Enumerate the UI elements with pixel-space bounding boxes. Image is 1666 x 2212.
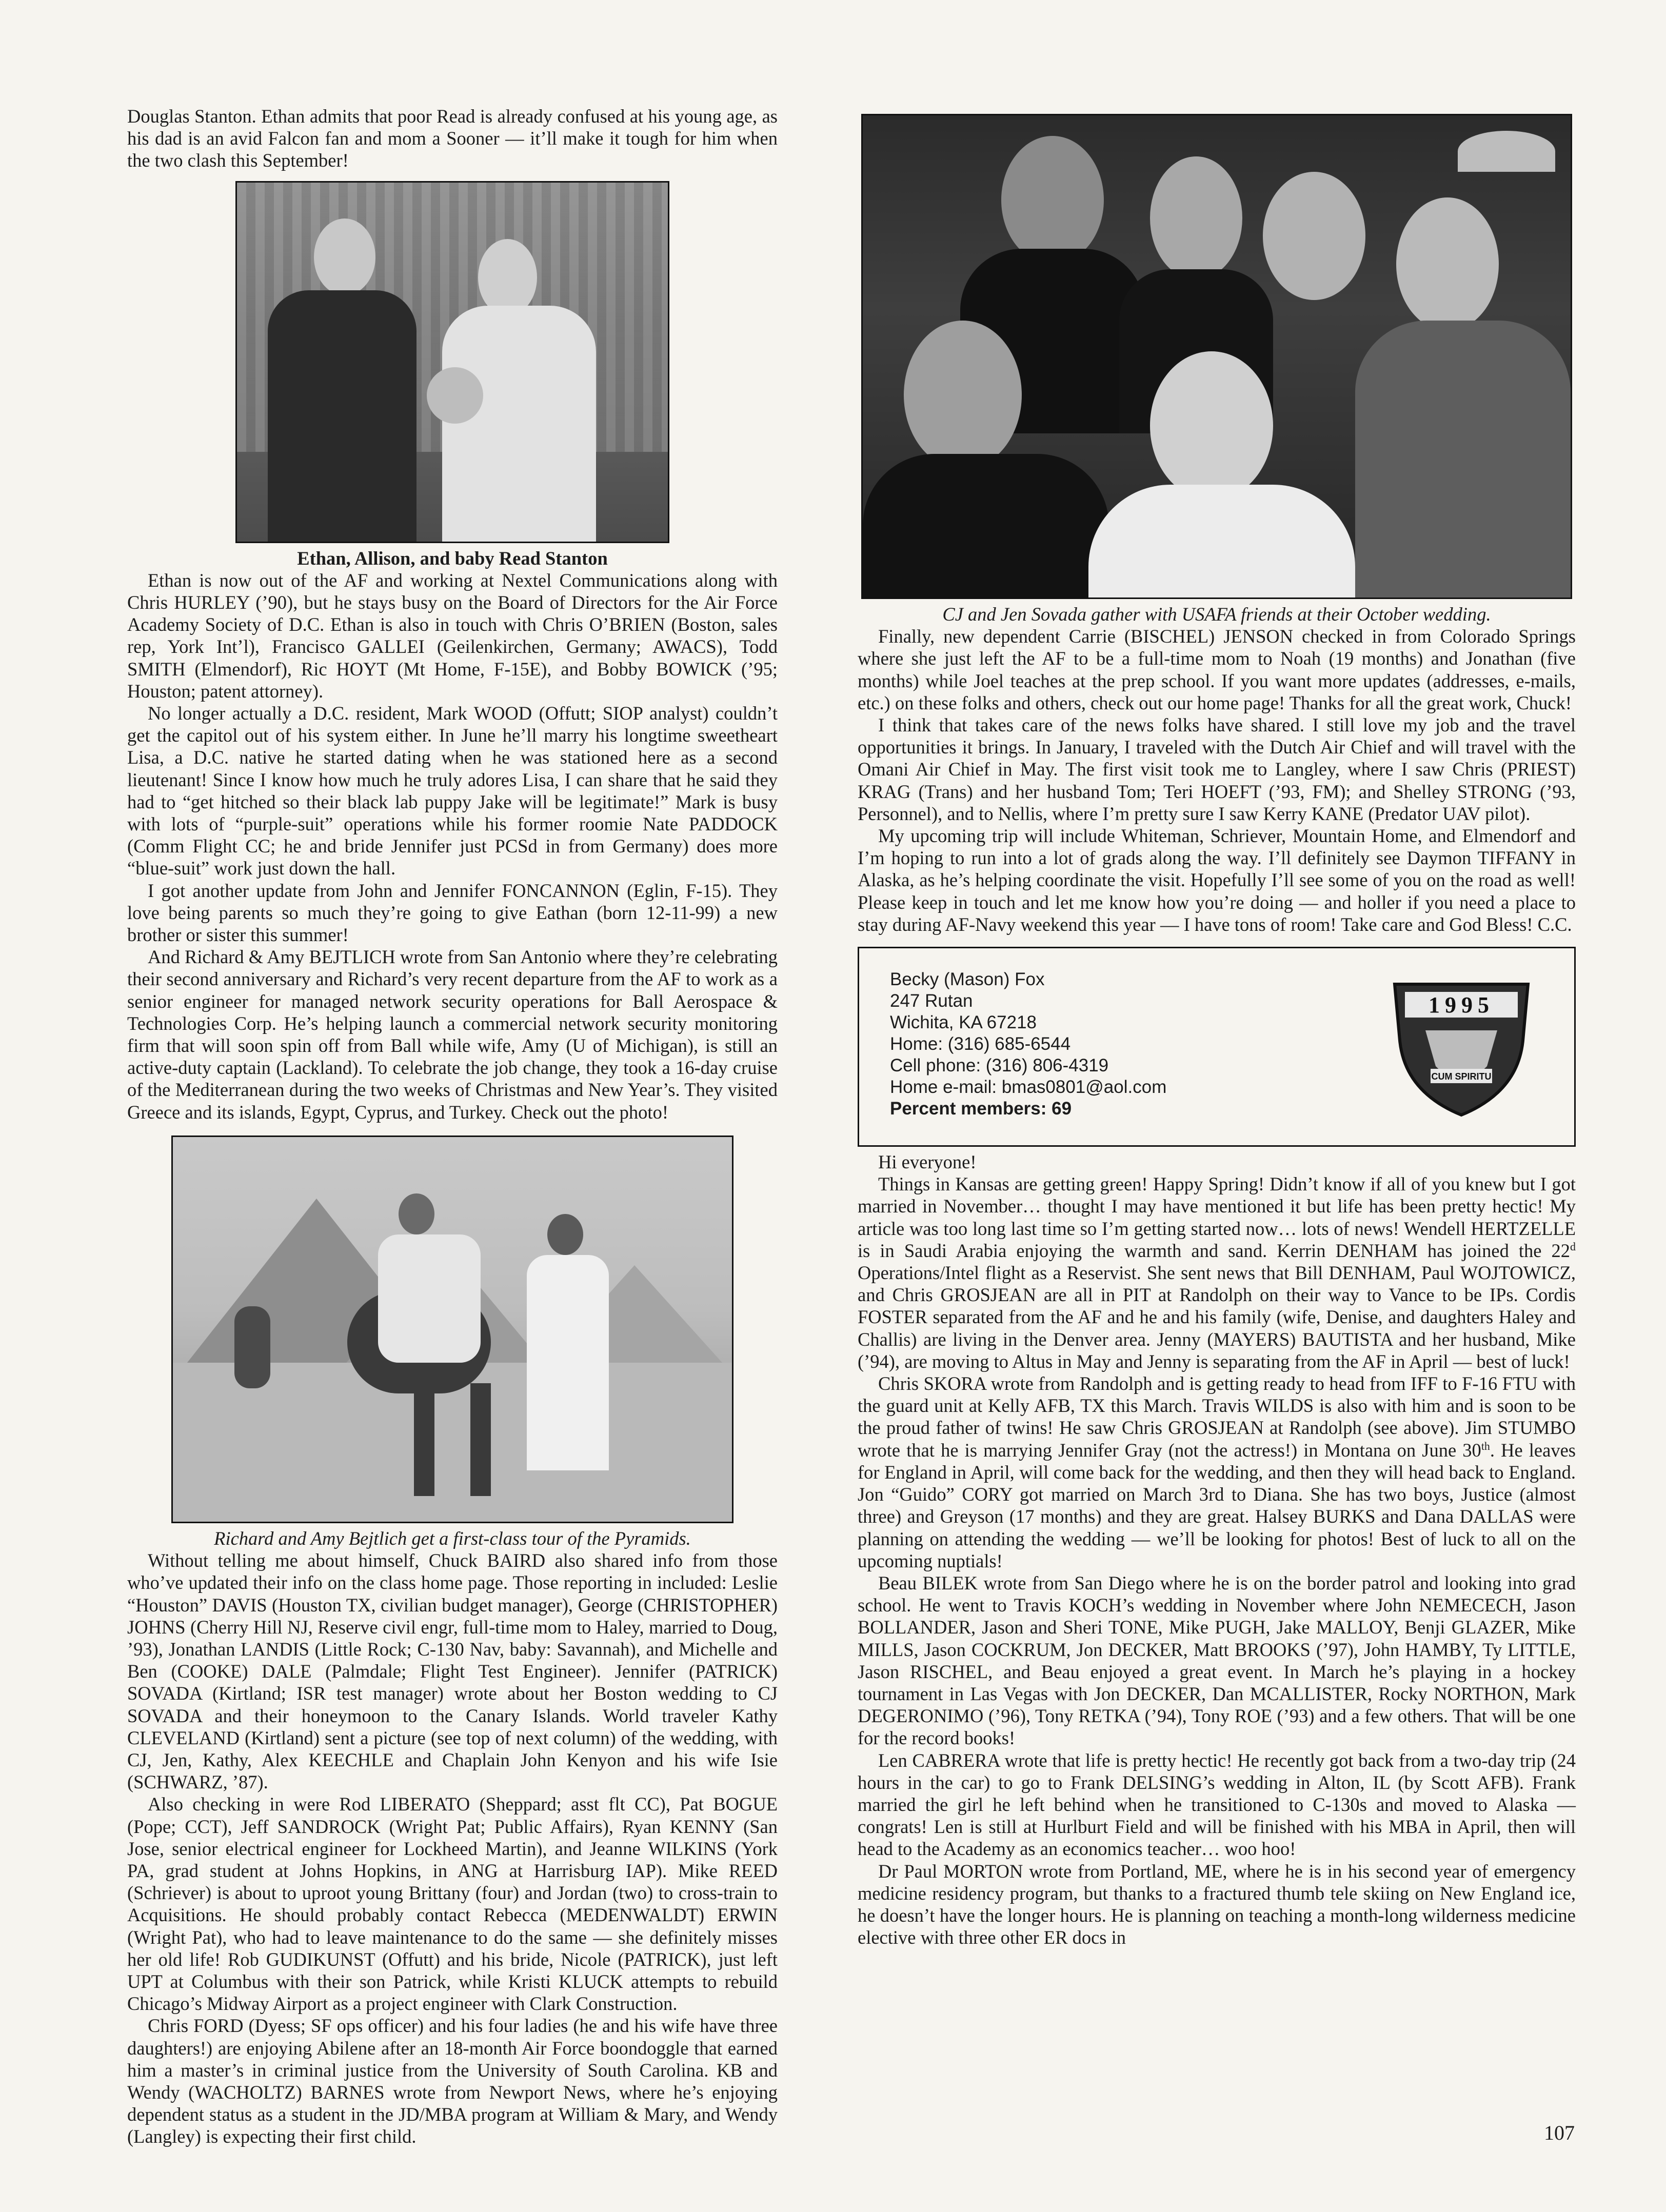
contact-name: Becky (Mason) Fox	[890, 969, 1045, 990]
left-column	[127, 105, 778, 2148]
greeting: Hi everyone!	[878, 1151, 977, 1173]
wedding-group-photo	[861, 114, 1572, 599]
photo3-caption: CJ and Jen Sovada gather with USAFA friends at their October wedding.	[942, 604, 1491, 625]
contact-cell-phone: Cell phone: (316) 806-4319	[890, 1055, 1109, 1076]
paragraph: My upcoming trip will include Whiteman, Schriever, Mountain Home, and Elmendorf and I’m hoping to run into a lot of grads along the way. I’ll definitely see Daymon TIFFANY in Alaska, as he’s helping coordinate the visit. Hopefully I’ll see some of you on the road as well! Please keep in touch and let me know how you’re doing — and holler if you need a place to stay during AF-Navy weekend this year — I have tons of room! Take care and God Bless! C.C.	[858, 825, 1576, 935]
page-number: 107	[1544, 2121, 1575, 2144]
photo2-caption: Richard and Amy Bejtlich get a first-class tour of the Pyramids.	[214, 1527, 691, 1549]
paragraph: Chris SKORA wrote from Randolph and is getting ready to head from IFF to F-16 FTU with the guard unit at Kelly AFB, TX this March. Travis WILDS is also with him and is soon to be the proud father of twins! He saw Chris GROSJEAN at Randolph (see above). Jim STUMBO wrote that he is marrying Jennifer Gray (not the actress!) in Montana on June 30th. He leaves for England in April, will come back for the wedding, and then they will head back to England. Jon “Guido” CORY got married on March 3rd to Diana. She has two boys, Justice (almost three) and Greyson (17 months) and they are great. Halsey BURKS and Dana DALLAS were planning on attending the wedding — we’ll be looking for photos! Best of luck to all on the upcoming nuptials!	[858, 1373, 1576, 1571]
stanton-family-photo	[235, 181, 669, 543]
right-column	[858, 114, 1576, 1948]
paragraph: Finally, new dependent Carrie (BISCHEL) JENSON checked in from Colorado Springs where she just left the AF to be a full-time mom to Noah (19 months) and Jonathan (five months) while Joel teaches at the prep school. If you want more updates (addresses, e-mails, etc.) on these folks and others, check out our home page! Thanks for all the great work, Chuck!	[858, 626, 1576, 713]
photo1-caption: Ethan, Allison, and baby Read Stanton	[297, 547, 608, 569]
paragraph: Len CABRERA wrote that life is pretty hectic! He recently got back from a two-day trip (24 hours in the car) to go to Frank DELSING’s wedding in Alton, IL (by Scott AFB). Frank married the girl he left behind when he transitioned to C-130s and moved to Alaska — congrats! Len is still at Hurlburt Field and will be finished with his MBA in April, then will head to the Academy as an economics teacher… woo hoo!	[858, 1749, 1576, 1860]
contact-home-phone: Home: (316) 685-6544	[890, 1034, 1071, 1054]
paragraph: Dr Paul MORTON wrote from Portland, ME, where he is in his second year of emergency medicine residency program, but thanks to a fractured thumb tele skiing on New England ice, he doesn’t have the longer hours. He is planning on teaching a month-long wilderness medicine elective with three other ER docs in	[858, 1860, 1576, 1948]
paragraph: Things in Kansas are getting green! Happy Spring! Didn’t know if all of you knew but I got married in November… thought I may have mentioned it but life has been pretty hectic! My article was too long last time so I’m getting started now… lots of news! Wendell HERTZELLE is in Saudi Arabia enjoying the warmth and sand. Kerrin DENHAM has joined the 22$^d$ Operations/Intel flight as a Reservist. She sent news that Bill DENHAM, Paul WOJTOWICZ, and Chris GROSJEAN are all in PIT at Randolph on their way to Vance to be IPs. Cordis FOSTER separated from the AF and he and his family (wife, Denise, and daughters Haley and Challis) are living in the Denver area. Jenny (MAYERS) BAUTISTA and her husband, Mike (’94), are moving to Altus in May and Jenny is separating from the AF in April — best of luck!	[858, 1173, 1576, 1372]
class-contact-box	[858, 947, 1576, 1147]
contact-email: Home e-mail: bmas0801@aol.com	[890, 1077, 1167, 1098]
paragraph: Without telling me about himself, Chuck BAIRD also shared info from those who’ve updated their info on the class home page. Those reporting in included: Leslie “Houston” DAVIS (Houston TX, civilian budget manager), George (CHRISTOPHER) JOHNS (Cherry Hill NJ, Reserve civil engr, full-time mom to Haley, married to Doug, ’93), Jonathan LANDIS (Little Rock; C-130 Nav, baby: Savannah), and Michelle and Ben (COOKE) DALE (Palmdale; Flight Test Engineer). Jennifer (PATRICK) SOVADA (Kirtland; ISR test manager) wrote about her Boston wedding to CJ SOVADA and their honeymoon to the Canary Islands. World traveler Kathy CLEVELAND (Kirtland) sent a picture (see top of next column) of the wedding, with CJ, Jen, Kathy, Alex KEECHLE and Chaplain John Kenyon and his wife Isie (SCHWARZ, ’87).	[127, 1550, 778, 1793]
crest-year: 1995	[1429, 992, 1494, 1018]
intro-paragraph: Douglas Stanton. Ethan admits that poor Read is already confused at his young age, as his dad is an avid Falcon fan and mom a Sooner — it’ll make it tough for him when the two clash this September!	[127, 106, 778, 171]
paragraph: And Richard & Amy BEJTLICH wrote from San Antonio where they’re celebrating their second anniversary and Richard’s very recent departure from the AF to work as a senior engineer for managed network security operations for Ball Aerospace & Technologies Corp. He’s helping launch a commercial network security monitoring firm that will soon spin off from Ball while wife, Amy (U of Michigan), is still an active-duty captain (Lackland). To celebrate the job change, they took a 16-day cruise of the Mediterranean during the two weeks of Christmas and New Year’s. They visited Greece and its islands, Egypt, Cyprus, and Turkey. Check out the photo!	[127, 946, 778, 1123]
paragraph: Chris FORD (Dyess; SF ops officer) and his four ladies (he and his wife have three daughters!) are enjoying Abilene after an 18-month Air Force boondoggle that earned him a master’s in criminal justice from the University of South Carolina. KB and Wendy (WACHOLTZ) BARNES wrote from Newport News, where he’s enjoying dependent status as a student in the JD/MBA program at William & Mary, and Wendy (Langley) is expecting their first child.	[127, 2015, 778, 2147]
paragraph: Also checking in were Rod LIBERATO (Sheppard; asst flt CC), Pat BOGUE (Pope; CCT), Jeff SANDROCK (Wright Pat; Public Affairs), Ryan KENNY (San Jose, senior electrical engineer for Lockheed Martin), and Jeanne WILKINS (York PA, grad student at Johns Hopkins, in ANG at Harrisburg IAP). Mike REED (Schriever) is about to uproot young Brittany (four) and Jordan (two) to cross-train to Acquisitions. He should probably contact Rebecca (MEDENWALDT) ERWIN (Wright Pat), who had to leave maintenance to do the same — she definitely misses her old life! Rob GUDIKUNST (Offutt) and his bride, Nicole (PATRICK), just left UPT at Columbus with their son Patrick, while Kristi KLUCK attempts to rebuild Chicago’s Midway Airport as a project engineer with Clark Construction.	[127, 1793, 778, 2015]
paragraph: Beau BILEK wrote from San Diego where he is on the border patrol and looking into grad school. He went to Travis KOCH’s wedding in November where John NEMECECH, Jason BOLLANDER, Jason and Sheri TONE, Mike PUGH, Jake MALLOY, Benji GLAZER, Mike MILLS, Jason COCKRUM, Jon DECKER, Matt BROOKS (’97), John HAMBY, Ty LITTLE, Jason RISCHEL, and Beau enjoyed a great event. In March he’s playing in a hockey tournament in Las Vegas with Jon DECKER, Dan MCALLISTER, Rocky NORTHON, Mark DEGERONIMO (’96), Tony RETKA (’94), Tony ROE (’93) and a few others. That will be one for the record books!	[858, 1572, 1576, 1749]
percent-members: Percent members: 69	[890, 1099, 1072, 1119]
paragraph: I got another update from John and Jennifer FONCANNON (Eglin, F-15). They love being parents so much they’re going to give Eathan (born 12-11-99) a new brother or sister this summer!	[127, 880, 778, 946]
pyramids-camel-photo	[171, 1135, 733, 1523]
paragraph: I think that takes care of the news folks have shared. I still love my job and the travel opportunities it brings. In January, I traveled with the Dutch Air Chief and will travel with the Omani Air Chief in May. The first visit took me to Langley, where I saw Chris (PRIEST) KRAG (Trans) and her husband Tom; Teri HOEFT (’93, FM); and Shelley STRONG (’93, Personnel), and to Nellis, where I’m pretty sure I saw Kerry KANE (Predator UAV pilot).	[858, 714, 1576, 824]
class-crest-icon	[1384, 964, 1538, 1118]
paragraph: Ethan is now out of the AF and working at Nextel Communications along with Chris HURLEY (’90), but he stays busy on the Board of Directors for the Air Force Academy Society of D.C. Ethan is also in touch with Chris O’BRIEN (Boston, sales rep, York Int’l), Francisco GALLEI (Geilenkirchen, Germany; AWACS), Todd SMITH (Elmendorf), Ric HOYT (Mt Home, F-15E), and Bobby BOWICK (’95; Houston; patent attorney).	[127, 569, 778, 702]
contact-street: 247 Rutan	[890, 991, 973, 1011]
crest-motto: CUM SPIRITU	[1431, 1071, 1492, 1082]
paragraph: No longer actually a D.C. resident, Mark WOOD (Offutt; SIOP analyst) couldn’t get the capitol out of his system either. In June he’ll marry his longtime sweetheart Lisa, a D.C. native he started dating when he was stationed here as a second lieutenant! Since I know how much he truly adores Lisa, I can share that he said they had to “get hitched so their black lab puppy Jake will be legitimate!” Mark is busy with lots of “purple-suit” operations while his former roomie Nate PADDOCK (Comm Flight CC; he and bride Jennifer just PCSd in from Germany) does more “blue-suit” work just down the hall.	[127, 703, 778, 879]
contact-city: Wichita, KA 67218	[890, 1012, 1037, 1033]
